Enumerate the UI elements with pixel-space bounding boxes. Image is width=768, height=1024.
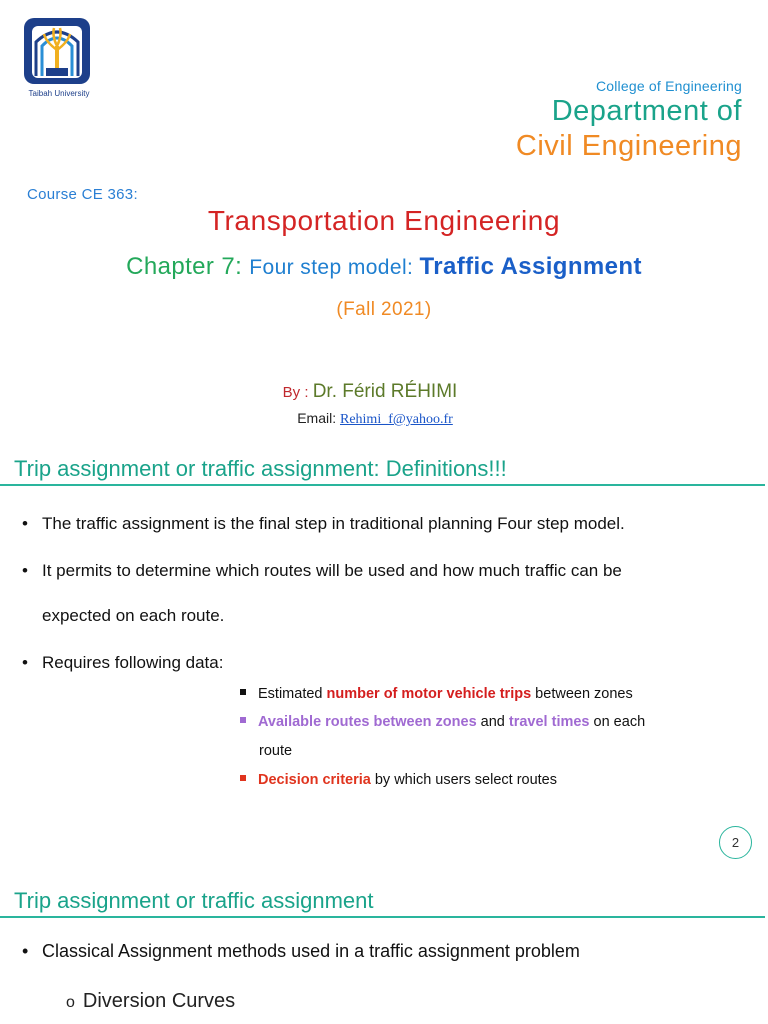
sub-2-text-b: and xyxy=(476,714,509,730)
slide3-sub-bullet-1 xyxy=(66,990,235,1013)
email-label: Email: xyxy=(297,410,340,426)
page-number-badge: 2 xyxy=(719,826,752,859)
sub-1-highlight: number of motor vehicle trips xyxy=(326,686,532,702)
bullet-1 xyxy=(22,514,625,534)
chapter-subject: Traffic Assignment xyxy=(419,253,642,280)
sub-3-text: by which users select routes xyxy=(370,772,557,788)
university-logo xyxy=(22,16,92,90)
chapter-title xyxy=(0,253,768,281)
bullet-marker: • xyxy=(22,561,28,580)
author-line xyxy=(0,381,740,403)
square-marker xyxy=(240,689,246,695)
course-title: Transportation Engineering xyxy=(207,205,561,236)
bullet-marker: • xyxy=(22,514,28,533)
square-marker xyxy=(240,775,246,781)
slide2-heading: Trip assignment or traffic assignment: Definitions!!! xyxy=(14,456,507,481)
bullet-marker: • xyxy=(22,653,28,672)
bullet-3-text: Requires following data: xyxy=(42,653,224,672)
department-line-1: Department of xyxy=(551,95,742,127)
email-link[interactable]: Rehimi_f@yahoo.fr xyxy=(339,412,453,427)
circle-marker: o xyxy=(66,994,75,1011)
sub-1-text-a: Estimated xyxy=(258,686,327,702)
bullet-1-text: The traffic assignment is the final step in traditional planning Four step model. xyxy=(42,514,625,533)
logo-caption: Taibah University xyxy=(28,89,90,98)
department-line-2: Civil Engineering xyxy=(515,130,742,162)
slide3-heading: Trip assignment or traffic assignment xyxy=(14,888,374,913)
author-name: Dr. Férid RÉHIMI xyxy=(312,381,458,402)
sub-3-highlight: Decision criteria xyxy=(258,772,371,788)
term-label: (Fall 2021) xyxy=(336,299,432,320)
slide3-sub-1-text: Diversion Curves xyxy=(82,990,236,1012)
college-name: College of Engineering xyxy=(595,78,742,94)
bullet-2 xyxy=(22,561,622,581)
chapter-topic: Four step model: xyxy=(249,256,420,279)
sub-bullet-3 xyxy=(240,772,557,788)
course-code: Course CE 363: xyxy=(27,186,138,203)
sub-1-text-c: between zones xyxy=(531,686,633,702)
sub-2-text-d: on each xyxy=(589,714,646,730)
slide3-bullet-1-text: Classical Assignment methods used in a traffic assignment problem xyxy=(42,941,580,961)
sub-2-highlight-c: travel times xyxy=(508,714,590,730)
email-line xyxy=(0,410,750,428)
slide3-bullet-1 xyxy=(22,941,580,962)
bullet-2-text: It permits to determine which routes will be used and how much traffic can be xyxy=(42,561,622,580)
sub-2-highlight-a: Available routes between zones xyxy=(258,714,477,730)
sub-bullet-2-continuation: route xyxy=(259,743,293,759)
bullet-marker: • xyxy=(22,941,29,961)
square-marker xyxy=(240,717,246,723)
bullet-2-continuation: expected on each route. xyxy=(42,606,225,625)
sub-bullet-2 xyxy=(240,714,645,730)
sub-bullet-1 xyxy=(240,686,633,702)
bullet-3 xyxy=(22,653,223,673)
heading-rule xyxy=(0,916,765,918)
chapter-number: Chapter 7: xyxy=(126,253,250,280)
by-prefix: By : xyxy=(282,384,313,401)
heading-rule xyxy=(0,484,765,486)
